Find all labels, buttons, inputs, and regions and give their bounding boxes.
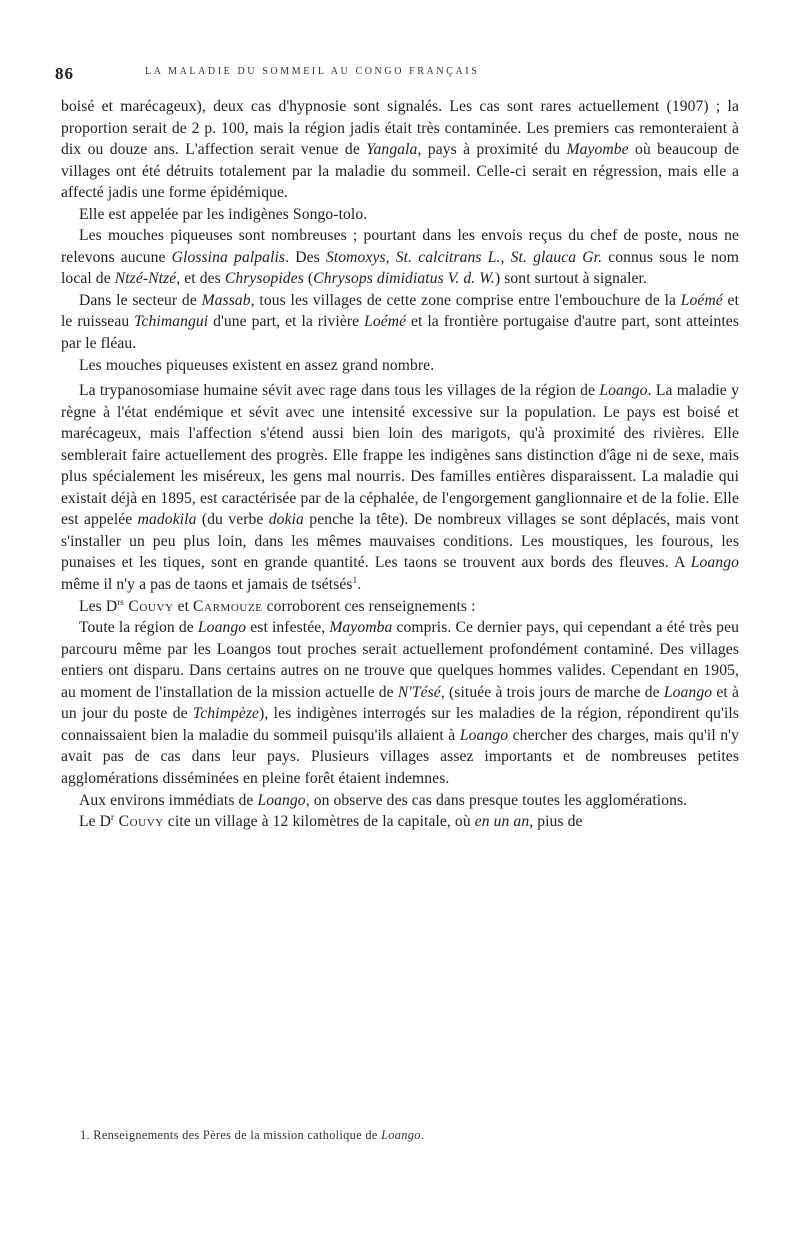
place-name: Loango bbox=[381, 1128, 421, 1142]
text-run: et à un jour du poste de bbox=[61, 683, 739, 723]
paragraph-6 bbox=[61, 380, 739, 595]
text-run: Les mouches piqueuses existent en assez grand nombre. bbox=[79, 356, 435, 374]
text-run: et la frontière portugaise d'autre part, sont atteintes par le fléau. bbox=[61, 313, 739, 353]
text-run: ), les indigènes interrogés sur les maladies de la région, répondirent qu'ils connaissaient bien la maladie du sommeil puisqu'ils allaient à bbox=[61, 705, 739, 744]
text-run: La trypanosomiase humaine sévit avec rage dans tous les villages de la région de bbox=[79, 382, 600, 400]
footnote-text: Renseignements des Pères de la mission catholique de bbox=[89, 1128, 382, 1142]
text-run: penche la tête). De nombreux villages se sont déplacés, mais vont s'installer un peu plus loin, dans les mêmes mauvaises conditions. Les moustiques, les fourous, les punaises et les tiques, sont en grande quantité. Les taons se trouvent aux bords des fleuves. A bbox=[61, 511, 739, 572]
text-run: Aux environs immédiats de bbox=[79, 791, 258, 809]
footnote-marker: 1. bbox=[80, 1128, 90, 1142]
place-name: Massab bbox=[201, 291, 251, 309]
paragraph-10 bbox=[61, 811, 739, 833]
body-text bbox=[61, 96, 739, 833]
text-run: connus sous le nom local de bbox=[61, 248, 739, 288]
text-run: compris. Ce dernier pays, qui cependant a été très peu parcouru même par les Loangos tout proches serait actuellement profondément contaminé. Des villages entiers ont disparu. Dans certains autres on ne trouve que quelques hommes valides. Cependant en 1905, au moment de l'installation de la mission actuelle de bbox=[61, 619, 739, 701]
place-name: Yangala bbox=[366, 141, 418, 159]
text-run: Toute la région de bbox=[79, 619, 198, 637]
text-run: , tous les villages de cette zone comprise entre l'embouchure de la bbox=[250, 291, 681, 309]
running-title: LA MALADIE DU SOMMEIL AU CONGO FRANÇAIS bbox=[145, 66, 480, 77]
place-name: Loémé bbox=[364, 313, 407, 331]
place-name: N'Tésé bbox=[397, 683, 441, 701]
text-run: et bbox=[173, 597, 194, 615]
place-name: Mayombe bbox=[566, 141, 629, 159]
text-run: , pays à proximité du bbox=[417, 141, 567, 159]
page-header bbox=[55, 64, 755, 86]
title-abbrev: r bbox=[111, 811, 115, 822]
text-run: est infestée, bbox=[246, 619, 330, 637]
person-name: Couvy bbox=[114, 813, 164, 831]
emphasis: en un an bbox=[474, 813, 530, 831]
place-name: Loango bbox=[690, 554, 739, 572]
paragraph-8 bbox=[61, 617, 739, 789]
text-run: , on observe des cas dans presque toutes les agglomérations. bbox=[305, 791, 688, 809]
local-name: madokila bbox=[137, 511, 197, 529]
place-name: Loango bbox=[197, 619, 247, 637]
footnote bbox=[80, 1128, 740, 1143]
page-number: 86 bbox=[55, 64, 74, 83]
text-run: d'une part, et la rivière bbox=[208, 313, 365, 331]
text-run: Le D bbox=[79, 813, 112, 831]
text-run: . bbox=[357, 576, 362, 594]
text-run: , et des bbox=[176, 270, 225, 288]
footnote-text: . bbox=[420, 1128, 425, 1142]
local-name: dokia bbox=[268, 511, 304, 529]
species-name: Glossina palpalis bbox=[171, 248, 286, 266]
paragraph-3 bbox=[61, 225, 739, 290]
text-run: . Des bbox=[285, 248, 326, 266]
text-run: où beaucoup de villages ont été détruits totalement par la maladie du sommeil. Celle-ci serait en régression, mais elle a affecté jadis une forme épidémique. bbox=[61, 141, 739, 202]
paragraph-1 bbox=[61, 96, 739, 204]
text-run: Les D bbox=[79, 597, 118, 615]
text-run: , (située à trois jours de marche de bbox=[440, 683, 664, 701]
text-run: ( bbox=[303, 270, 314, 288]
text-run: . La maladie y règne à l'état endémique et sévit avec une intensité excessive sur la population. Le pays est boisé et marécageux, mais l'affection s'étend aussi bien loin des marigots, qu'à proximité des rivières. Elle semblerait faire actuellement des progrès. Elle frappe les indigènes sans distinction d'âge ni de sexe, mais plus spécialement les miséreux, les gens mal nourris. Des familles entières disparaissent. La maladie qui existait déjà en 1895, est caractérisée par de la céphalée, de l'engorgement ganglionnaire et de la folie. Elle est appelée bbox=[61, 382, 739, 529]
text-run: cite un village à 12 kilomètres de la capitale, où bbox=[163, 813, 475, 831]
paragraph-7 bbox=[61, 596, 739, 618]
place-name: Loémé bbox=[680, 291, 723, 309]
person-name: Carmouze bbox=[193, 597, 263, 615]
text-run: boisé et marécageux), deux cas d'hypnosie sont signalés. Les cas sont rares actuellement (1907) ; la proportion serait de 2 p. 100, mais la région jadis était très contaminée. Les premiers cas remonteraient à dix ou douze ans. L'affection serait venue de bbox=[61, 98, 739, 159]
text-run: Les mouches piqueuses sont nombreuses ; pourtant dans les envois reçus du chef de poste, nous ne relevons aucune bbox=[61, 227, 739, 266]
paragraph-2 bbox=[61, 204, 739, 226]
paragraph-4 bbox=[61, 290, 739, 355]
text-run: chercher des charges, mais qu'il n'y avait pas de cas dans leur pays. Plusieurs villages assez importants et de nombreuses petites agglomérations disséminées en pleine forêt étaient indemnes. bbox=[61, 726, 739, 787]
text-run: , pius de bbox=[529, 813, 583, 831]
local-name: Ntzé-Ntzé bbox=[114, 270, 177, 288]
species-name: Chrysops dimidiatus V. d. W. bbox=[313, 270, 495, 288]
text-run: et le ruisseau bbox=[61, 291, 740, 331]
text-run: corroborent ces renseignements : bbox=[262, 597, 476, 615]
place-name: Tchimangui bbox=[134, 313, 209, 331]
place-name: Tchimpèze bbox=[192, 705, 260, 723]
place-name: Mayomba bbox=[329, 619, 393, 637]
footnote-reference: 1 bbox=[352, 574, 358, 585]
title-abbrev: rs bbox=[117, 596, 124, 607]
text-run: (du verbe bbox=[196, 511, 269, 529]
text-run: ) sont surtout à signaler. bbox=[494, 270, 647, 288]
text-run: Elle est appelée par les indigènes Songo-tolo. bbox=[79, 205, 368, 223]
place-name: Loango bbox=[599, 382, 648, 400]
place-name: Loango bbox=[257, 791, 306, 809]
species-name: Chrysopides bbox=[224, 270, 304, 288]
person-name: Couvy bbox=[123, 597, 174, 615]
place-name: Loango bbox=[663, 683, 713, 701]
place-name: Loango bbox=[459, 726, 509, 744]
species-name: Stomoxys, St. calcitrans L., St. glauca Gr. bbox=[325, 248, 603, 266]
paragraph-9 bbox=[61, 790, 739, 812]
paragraph-5 bbox=[61, 355, 739, 377]
text-run: même il n'y a pas de taons et jamais de tsétsés bbox=[61, 576, 353, 594]
text-run: Dans le secteur de bbox=[79, 291, 202, 309]
